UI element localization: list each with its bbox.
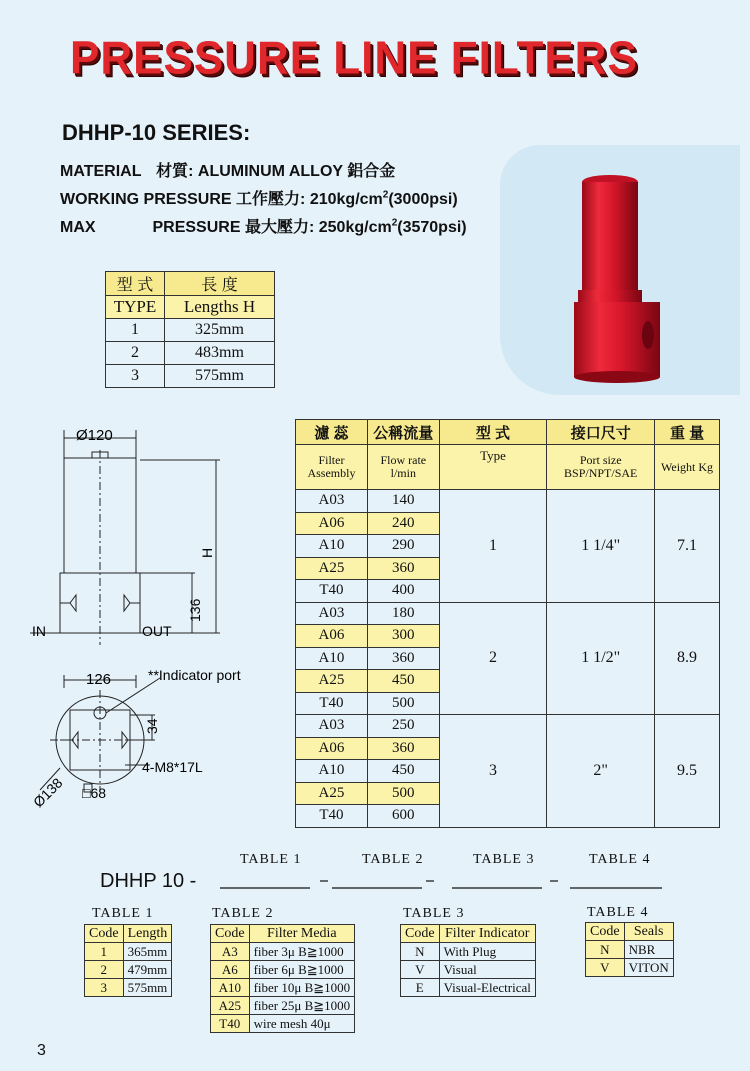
value-cell: 479mm <box>123 961 172 979</box>
header-cell: Code <box>211 925 250 943</box>
spec-label: MAX <box>60 219 96 236</box>
flow-rate-cell: 400 <box>367 580 439 603</box>
value-cell: 575mm <box>123 979 172 997</box>
dim-34: 34 <box>144 718 160 734</box>
flow-rate-cell: 500 <box>367 692 439 715</box>
value-cell: wire mesh 40μ <box>249 1015 355 1033</box>
value-cell: fiber 6μ B≧1000 <box>249 961 355 979</box>
bolt-spec-label: 4-M8*17L <box>142 759 203 775</box>
table-row <box>85 979 172 997</box>
value-cell: VITON <box>624 959 673 977</box>
cell: 1 <box>106 319 165 342</box>
code-cell: V <box>401 961 440 979</box>
cell: 3 <box>106 365 165 388</box>
code-cell: N <box>586 941 625 959</box>
spec-working-pressure <box>60 186 458 209</box>
technical-drawing <box>20 410 295 820</box>
filter-code-cell: T40 <box>296 580 368 603</box>
spec-tail: (3000psi) <box>388 191 458 208</box>
table-row <box>106 365 275 388</box>
table-row <box>401 979 536 997</box>
spec-label2: PRESSURE <box>152 219 241 236</box>
lengths-table <box>105 271 275 388</box>
type-cell: 3 <box>439 715 547 828</box>
weight-cell: 7.1 <box>655 490 720 603</box>
table-row <box>296 602 720 625</box>
filter-code-cell: A10 <box>296 760 368 783</box>
table4-title: TABLE 4 <box>587 905 649 920</box>
header-cell: 長 度 <box>165 272 275 296</box>
filter-code-cell: A06 <box>296 737 368 760</box>
flow-rate-cell: 180 <box>367 602 439 625</box>
table-row <box>401 943 536 961</box>
filter-code-cell: A06 <box>296 625 368 648</box>
type-cell: 1 <box>439 490 547 603</box>
table-row <box>296 715 720 738</box>
table-row <box>85 961 172 979</box>
table-row <box>106 342 275 365</box>
flow-rate-cell: 360 <box>367 557 439 580</box>
code-cell: A10 <box>211 979 250 997</box>
port-size-cell: 1 1/4" <box>547 490 655 603</box>
port-out-label: OUT <box>142 623 172 639</box>
spec-cn: 材質: <box>156 163 194 180</box>
flow-rate-cell: 500 <box>367 782 439 805</box>
order-table-label-3: TABLE 3 <box>473 852 535 867</box>
table-row <box>211 997 355 1015</box>
dim-h: H <box>199 547 215 558</box>
header-cell: Length <box>123 925 172 943</box>
table4 <box>585 922 674 977</box>
type-cell: 2 <box>439 602 547 715</box>
table2 <box>210 924 355 1033</box>
code-cell: N <box>401 943 440 961</box>
dim-square-68: □68 <box>82 785 107 801</box>
filter-code-cell: A03 <box>296 715 368 738</box>
header-cell: Type <box>439 445 547 490</box>
table-row <box>586 941 674 959</box>
code-cell: A3 <box>211 943 250 961</box>
header-cell: 濾 蕊 <box>296 420 368 445</box>
header-cell: 型 式 <box>439 420 547 445</box>
header-cell: Filter Indicator <box>439 925 535 943</box>
order-code-prefix: DHHP 10 - <box>100 870 197 892</box>
spec-cn: 工作壓力: <box>236 191 306 208</box>
header-cell: Code <box>401 925 440 943</box>
cell: 483mm <box>165 342 275 365</box>
table-row <box>106 319 275 342</box>
dim-diameter-bottom: Ø138 <box>29 774 66 811</box>
filter-code-cell: A25 <box>296 782 368 805</box>
code-cell: 2 <box>85 961 124 979</box>
filter-product-image <box>560 170 680 385</box>
filter-code-cell: A06 <box>296 512 368 535</box>
flow-rate-cell: 450 <box>367 670 439 693</box>
value-cell: Visual <box>439 961 535 979</box>
spec-tail: (3570psi) <box>397 219 467 236</box>
spec-value: 250kg/cm <box>318 219 392 236</box>
code-cell: V <box>586 959 625 977</box>
filter-code-cell: A25 <box>296 670 368 693</box>
value-cell: fiber 10μ B≧1000 <box>249 979 355 997</box>
port-in-label: IN <box>32 623 46 639</box>
value-cell: NBR <box>624 941 673 959</box>
filter-code-cell: A10 <box>296 647 368 670</box>
series-heading: DHHP-10 SERIES: <box>62 120 251 145</box>
code-cell: E <box>401 979 440 997</box>
header-cell: Port size BSP/NPT/SAE <box>547 445 655 490</box>
header-cell: 重 量 <box>655 420 720 445</box>
filter-code-cell: A25 <box>296 557 368 580</box>
spec-value: 210kg/cm <box>309 191 383 208</box>
dim-diameter-top: Ø120 <box>76 427 113 444</box>
code-cell: A25 <box>211 997 250 1015</box>
page-title: PRESSURE LINE FILTERS <box>70 32 638 85</box>
flow-rate-cell: 300 <box>367 625 439 648</box>
spec-cn: 最大壓力: <box>244 219 315 236</box>
flow-rate-cell: 140 <box>367 490 439 513</box>
code-cell: 1 <box>85 943 124 961</box>
table2-title: TABLE 2 <box>212 906 274 921</box>
cell: 575mm <box>165 365 275 388</box>
spec-sup: 2 <box>391 217 398 229</box>
header-cell: 型 式 <box>106 272 165 296</box>
value-cell: With Plug <box>439 943 535 961</box>
table1 <box>84 924 172 997</box>
filter-code-cell: A03 <box>296 602 368 625</box>
flow-rate-cell: 360 <box>367 647 439 670</box>
order-table-label-2: TABLE 2 <box>362 852 424 867</box>
weight-cell: 9.5 <box>655 715 720 828</box>
order-table-label-1: TABLE 1 <box>240 852 302 867</box>
table-row <box>586 959 674 977</box>
header-cell: Filter Media <box>249 925 355 943</box>
table-row <box>296 490 720 513</box>
value-cell: fiber 3μ B≧1000 <box>249 943 355 961</box>
value-cell: Visual-Electrical <box>439 979 535 997</box>
page-number: 3 <box>37 1042 46 1059</box>
table-row <box>211 1015 355 1033</box>
table3-title: TABLE 3 <box>403 906 465 921</box>
filter-code-cell: A10 <box>296 535 368 558</box>
table-row <box>211 979 355 997</box>
flow-rate-cell: 240 <box>367 512 439 535</box>
flow-rate-cell: 600 <box>367 805 439 828</box>
table-row <box>211 943 355 961</box>
spec-material <box>60 158 395 181</box>
spec-label: MATERIAL <box>60 163 142 180</box>
spec-max-pressure <box>60 214 467 237</box>
table-row <box>401 961 536 979</box>
header-cell: Weight Kg <box>655 445 720 490</box>
value-cell: 365mm <box>123 943 172 961</box>
flow-rate-cell: 290 <box>367 535 439 558</box>
code-cell: T40 <box>211 1015 250 1033</box>
header-cell: Code <box>85 925 124 943</box>
dim-126: 126 <box>86 671 112 688</box>
indicator-port-label: **Indicator port <box>148 667 241 683</box>
header-cell: Code <box>586 923 625 941</box>
spec-cn2: 鋁合金 <box>347 163 396 180</box>
table-row <box>211 961 355 979</box>
code-cell: 3 <box>85 979 124 997</box>
filter-spec-table <box>295 419 720 828</box>
header-cell: Lengths H <box>165 296 275 319</box>
filter-code-cell: T40 <box>296 692 368 715</box>
port-size-cell: 1 1/2" <box>547 602 655 715</box>
table-row <box>85 943 172 961</box>
filter-code-cell: A03 <box>296 490 368 513</box>
flow-rate-cell: 360 <box>367 737 439 760</box>
code-cell: A6 <box>211 961 250 979</box>
filter-code-cell: T40 <box>296 805 368 828</box>
value-cell: fiber 25μ B≧1000 <box>249 997 355 1015</box>
table1-title: TABLE 1 <box>92 906 154 921</box>
dim-136: 136 <box>187 598 203 622</box>
spec-value: ALUMINUM ALLOY <box>197 163 343 180</box>
flow-rate-cell: 450 <box>367 760 439 783</box>
table3 <box>400 924 536 997</box>
cell: 325mm <box>165 319 275 342</box>
flow-rate-cell: 250 <box>367 715 439 738</box>
order-table-label-4: TABLE 4 <box>589 852 651 867</box>
order-code-blanks <box>210 875 670 895</box>
header-cell: TYPE <box>106 296 165 319</box>
spec-sup: 2 <box>382 189 389 201</box>
header-cell: 公稱流量 <box>367 420 439 445</box>
cell: 2 <box>106 342 165 365</box>
port-size-cell: 2" <box>547 715 655 828</box>
header-cell: Flow rate l/min <box>367 445 439 490</box>
header-cell: 接口尺寸 <box>547 420 655 445</box>
header-cell: Seals <box>624 923 673 941</box>
header-cell: Filter Assembly <box>296 445 368 490</box>
spec-label: WORKING PRESSURE <box>60 191 232 208</box>
weight-cell: 8.9 <box>655 602 720 715</box>
